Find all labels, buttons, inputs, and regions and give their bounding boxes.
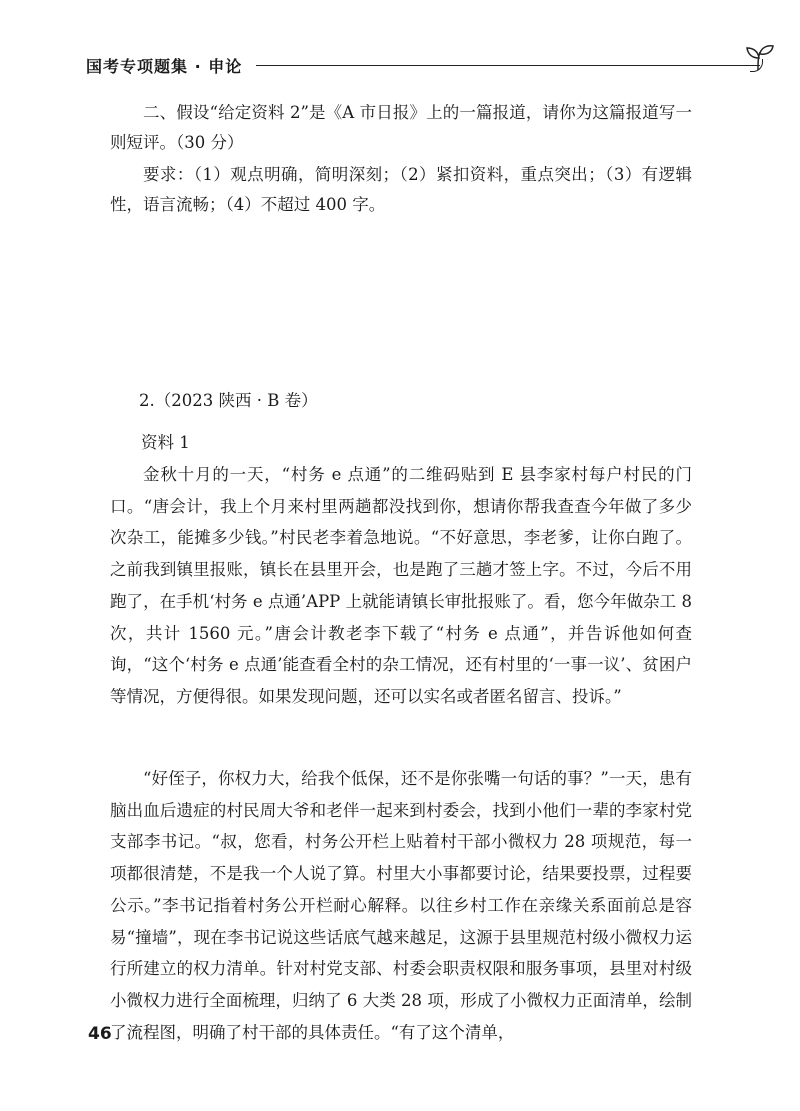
material-title: 资料 1 <box>141 433 190 452</box>
material-paragraph: “好侄子，你权力大，给我个低保，还不是你张嘴一句话的事？”一天，患有脑出血后遗症的村民周大爷和老伴一起来到村委会，找到小他们一辈的李家村党支部李书记。“叔，您看，村务公开栏上贴着村干部小微权力 28 项规范，每一项都很清楚，不是我一个人说了算。村里大小事都要讨论，结果要投票，过程要公示。”李书记指着村务公开栏耐心解释。以往乡村工作在亲缘关系面前总是容易“撞墙”，现在李书记说这些话底气越来越足，这源于县里规范村级小微权力运行所建立的权力清单。针对村党支部、村委会职责权限和服务事项，县里对村级小微权力进行全面梳理，归纳了 6 大类 28 项，形成了小微权力正面清单，绘制了流程图，明确了村干部的具体责任。“有了这个清单， <box>110 769 692 1042</box>
material-paragraph: 金秋十月的一天，“村务 e 点通”的二维码贴到 E 县李家村每户村民的门口。“唐会计，我上个月来村里两趟都没找到你，想请你帮我查查今年做了多少次杂工，能摊多少钱。”村民老李着急地说。“不好意思，李老爹，让你白跑了。之前我到镇里报账，镇长在县里开会，也是跑了三趟才签上字。不过，今后不用跑了，在手机‘村务 e 点通’APP 上就能请镇长审批报账了。看，您今年做杂工 8 次，共计 1560 元。”唐会计教老李下载了“村务 e 点通”，并告诉他如何查询，“这个‘村务 e 点通’能查看全村的杂工情况，还有村里的‘一事一议’、贫困户等情况，方便得很。如果发现问题，还可以实名或者匿名留言、投诉。” <box>110 465 692 706</box>
running-header <box>86 46 706 80</box>
question-source-label: 2.（2023 陕西 · B 卷） <box>139 391 318 410</box>
header-rule <box>256 65 760 66</box>
sprout-icon <box>738 44 778 72</box>
question-requirements: 要求：（1）观点明确，简明深刻；（2）紧扣资料，重点突出；（3）有逻辑性，语言流畅；（4）不超过 400 字。 <box>110 165 692 214</box>
page-number: 46 <box>88 1024 112 1044</box>
question-prompt: 二、假设“给定资料 2”是《A 市日报》上的一篇报道，请你为这篇报道写一则短评。（30 分） <box>110 103 692 152</box>
header-title: 国考专项题集 · 申论 <box>86 57 243 76</box>
